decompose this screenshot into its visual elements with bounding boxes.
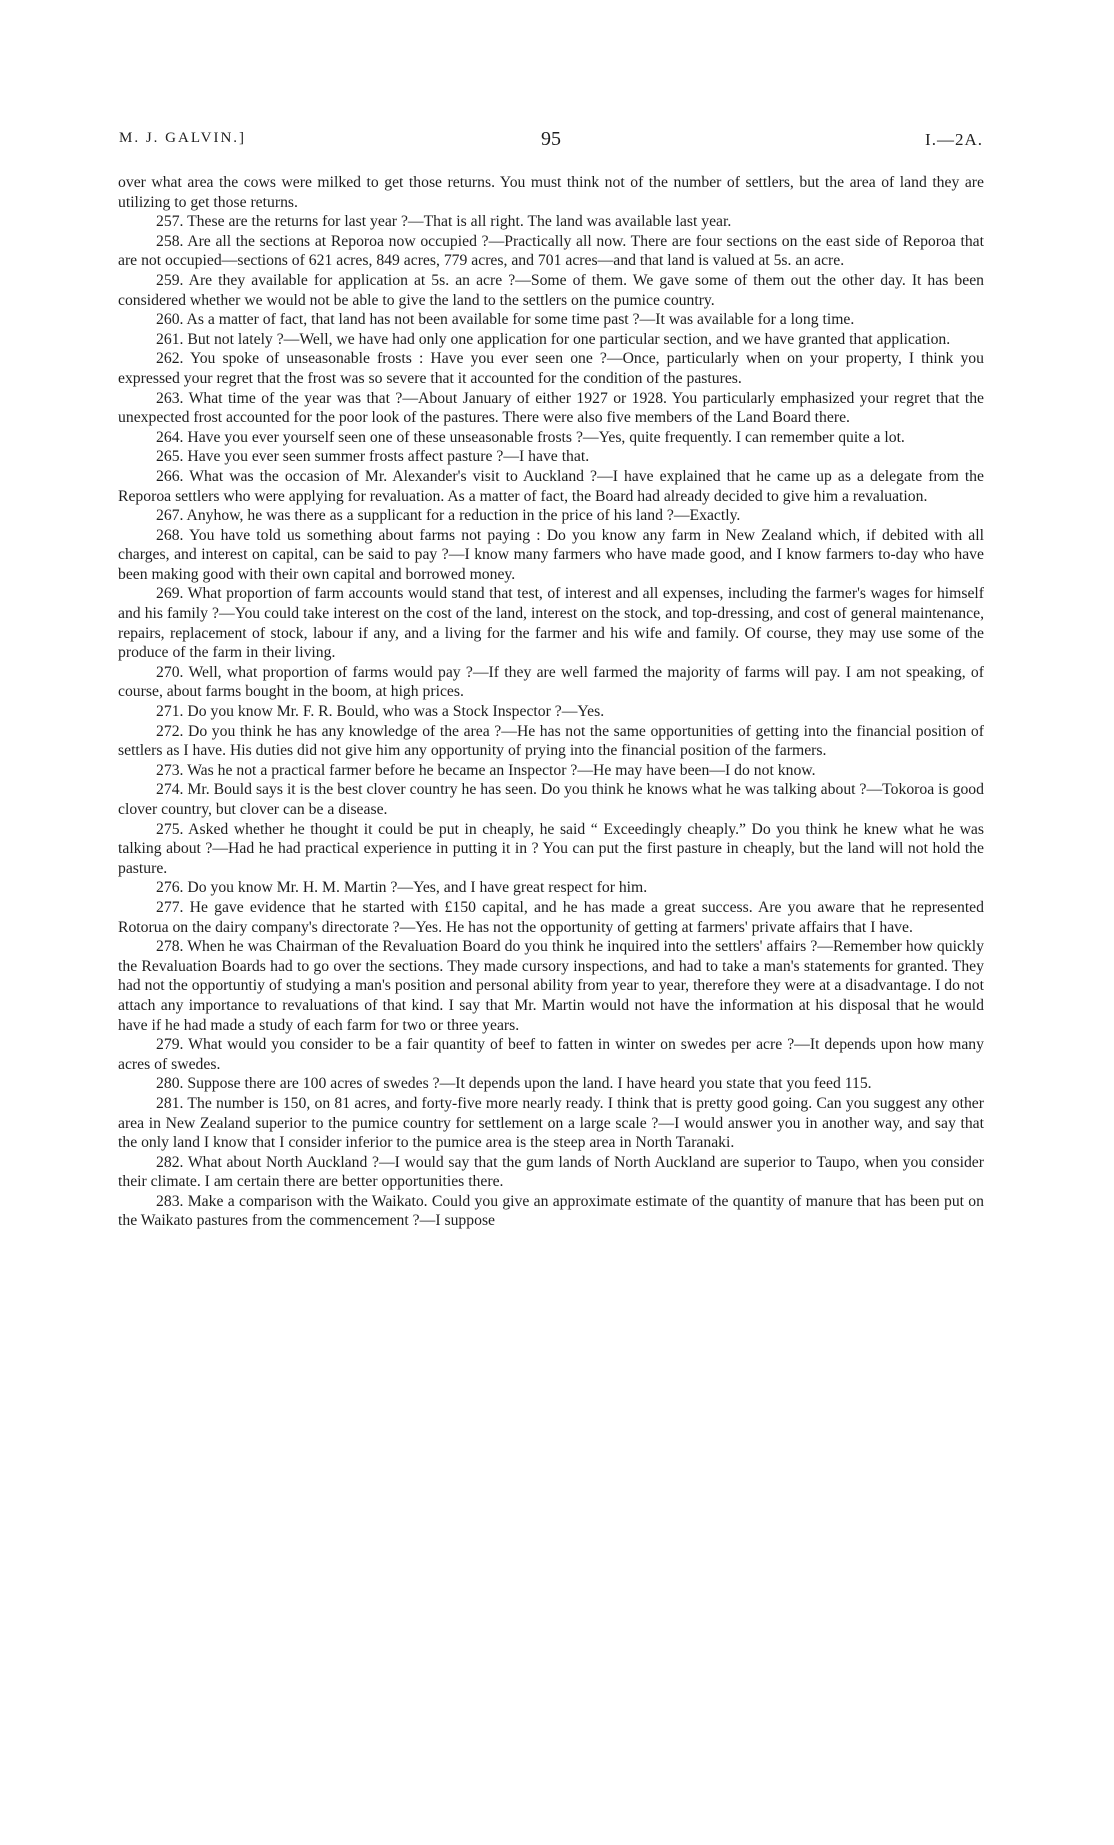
page-number: 95 xyxy=(541,128,561,150)
paragraph-269: 269. What proportion of farm accounts would stand that test, of interest and all expenses, including the farmer's wages for himself and his family ?—You could take interest on the cost of the land, interest on the stock, and top-dressing, and cost of general maintenance, repairs, replacement of stock, labour if any, and a living for the farmer and his wife and family. Of course, they may use some of the produce of the farm in their living. xyxy=(118,585,984,662)
paragraph-257: 257. These are the returns for last year ?—That is all right. The land was available last year. xyxy=(156,213,732,231)
paragraph-260: 260. As a matter of fact, that land has not been available for some time past ?—It was available for a long time. xyxy=(156,311,855,329)
paragraph-265: 265. Have you ever seen summer frosts affect pasture ?—I have that. xyxy=(156,448,590,466)
paragraph-276: 276. Do you know Mr. H. M. Martin ?—Yes, and I have great respect for him. xyxy=(156,879,648,897)
paragraph-272: 272. Do you think he has any knowledge of the area ?—He has not the same opportunities of getting into the financial position of settlers as I have. His duties did not give him any opportunity of prying into the financial position of the farmers. xyxy=(118,722,984,760)
paragraph-261: 261. But not lately ?—Well, we have had only one application for one particular section, and we have granted that application. xyxy=(156,330,951,348)
paragraph-263: 263. What time of the year was that ?—About January of either 1927 or 1928. You particularly emphasized your regret that the unexpected frost accounted for the poor look of the pastures. There were also five members of the Land Board there. xyxy=(118,389,984,427)
paragraph-259: 259. Are they available for application at 5s. an acre ?—Some of them. We gave some of them out the other day. It has been considered whether we would not be able to give the land to the settlers on the pumice country. xyxy=(118,271,984,309)
paragraph-264: 264. Have you ever yourself seen one of these unseasonable frosts ?—Yes, quite frequently. I can remember quite a lot. xyxy=(156,428,905,446)
paragraph-262: 262. You spoke of unseasonable frosts : Have you ever seen one ?—Once, particularly when on your property, I think you expressed your regret that the frost was so severe that it accounted for the condition of the pastures. xyxy=(118,350,984,387)
paragraph-278: 278. When he was Chairman of the Revaluation Board do you think he inquired into the settlers' affairs ?—Remember how quickly the Revaluation Boards had to go over the sections. They made cursory inspections, and had to take a man's statements for granted. They had not the opportuntiy of studying a man's position and personal ability from year to year, therefore they were at a disadvantage. I do not attach any importance to revaluations of that kind. I say that Mr. Martin would not have the information at his disposal that he would have if he had made a study of each farm for two or three years. xyxy=(118,938,984,1034)
document-body xyxy=(118,173,984,1231)
paragraph-274: 274. Mr. Bould says it is the best clover country he has seen. Do you think he knows what he was talking about ?—Tokoroa is good clover country, but clover can be a disease. xyxy=(118,781,984,818)
paragraph-266: 266. What was the occasion of Mr. Alexander's visit to Auckland ?—I have explained that he came up as a delegate from the Reporoa settlers who were applying for revaluation. As a matter of fact, the Board had already decided to give him a revaluation. xyxy=(118,467,984,505)
paragraph-279: 279. What would you consider to be a fair quantity of beef to fatten in winter on swedes per acre ?—It depends upon how many acres of swedes. xyxy=(118,1036,984,1073)
page-header xyxy=(119,128,983,154)
paragraph-258: 258. Are all the sections at Reporoa now occupied ?—Practically all now. There are four sections on the east side of Reporoa that are not occupied—sections of 621 acres, 849 acres, 779 acres, and 701 acres—and that land is valued at 5s. an acre. xyxy=(118,232,984,270)
paragraph-283: 283. Make a comparison with the Waikato. Could you give an approximate estimate of the quantity of manure that has been put on the Waikato pastures from the commencement ?—I suppose xyxy=(118,1192,984,1230)
paragraph-275: 275. Asked whether he thought it could be put in cheaply, he said “ Exceedingly cheaply.” Do you think he knew what he was talking about ?—Had he had practical experience in putting it in ? You can put the first pasture in cheaply, but the land will not hold the pasture. xyxy=(118,820,984,877)
paragraph-268: 268. You have told us something about farms not paying : Do you know any farm in New Zealand which, if debited with all charges, and interest on capital, can be said to pay ?—I know many farmers who have made good, and I know farmers to-day who have been making good with their own capital and borrowed money. xyxy=(118,526,984,583)
paragraph-280: 280. Suppose there are 100 acres of swedes ?—It depends upon the land. I have heard you state that you feed 115. xyxy=(156,1075,872,1093)
paragraph-282: 282. What about North Auckland ?—I would say that the gum lands of North Auckland are superior to Taupo, when you consider their climate. I am certain there are better opportunities there. xyxy=(118,1153,984,1191)
paragraph-270: 270. Well, what proportion of farms would pay ?—If they are well farmed the majority of farms will pay. I am not speaking, of course, about farms bought in the boom, at high prices. xyxy=(118,663,984,701)
paragraph-277: 277. He gave evidence that he started with £150 capital, and he has made a great success. Are you aware that he represented Rotorua on the dairy company's directorate ?—Yes. He has not the opportunity of getting at farmers' private affairs that I have. xyxy=(118,898,984,936)
paragraph-273: 273. Was he not a practical farmer before he became an Inspector ?—He may have been—I do not know. xyxy=(156,761,816,779)
paragraph-271: 271. Do you know Mr. F. R. Bould, who was a Stock Inspector ?—Yes. xyxy=(156,703,605,721)
document-reference: I.—2A. xyxy=(925,130,983,149)
witness-name-header: M. J. GALVIN.] xyxy=(119,130,247,146)
paragraph-continued: over what area the cows were milked to get those returns. You must think not of the number of settlers, but the area of land they are utilizing to get those returns. xyxy=(118,174,984,211)
paragraph-281: 281. The number is 150, on 81 acres, and forty-five more nearly ready. I think that is pretty good going. Can you suggest any other area in New Zealand superior to the pumice country for settlement on a large scale ?—I would answer you in another way, and say that the only land I know that I consider inferior to the pumice area is the steep area in North Taranaki. xyxy=(118,1094,984,1152)
paragraph-267: 267. Anyhow, he was there as a supplicant for a reduction in the price of his land ?—Exactly. xyxy=(156,507,741,525)
